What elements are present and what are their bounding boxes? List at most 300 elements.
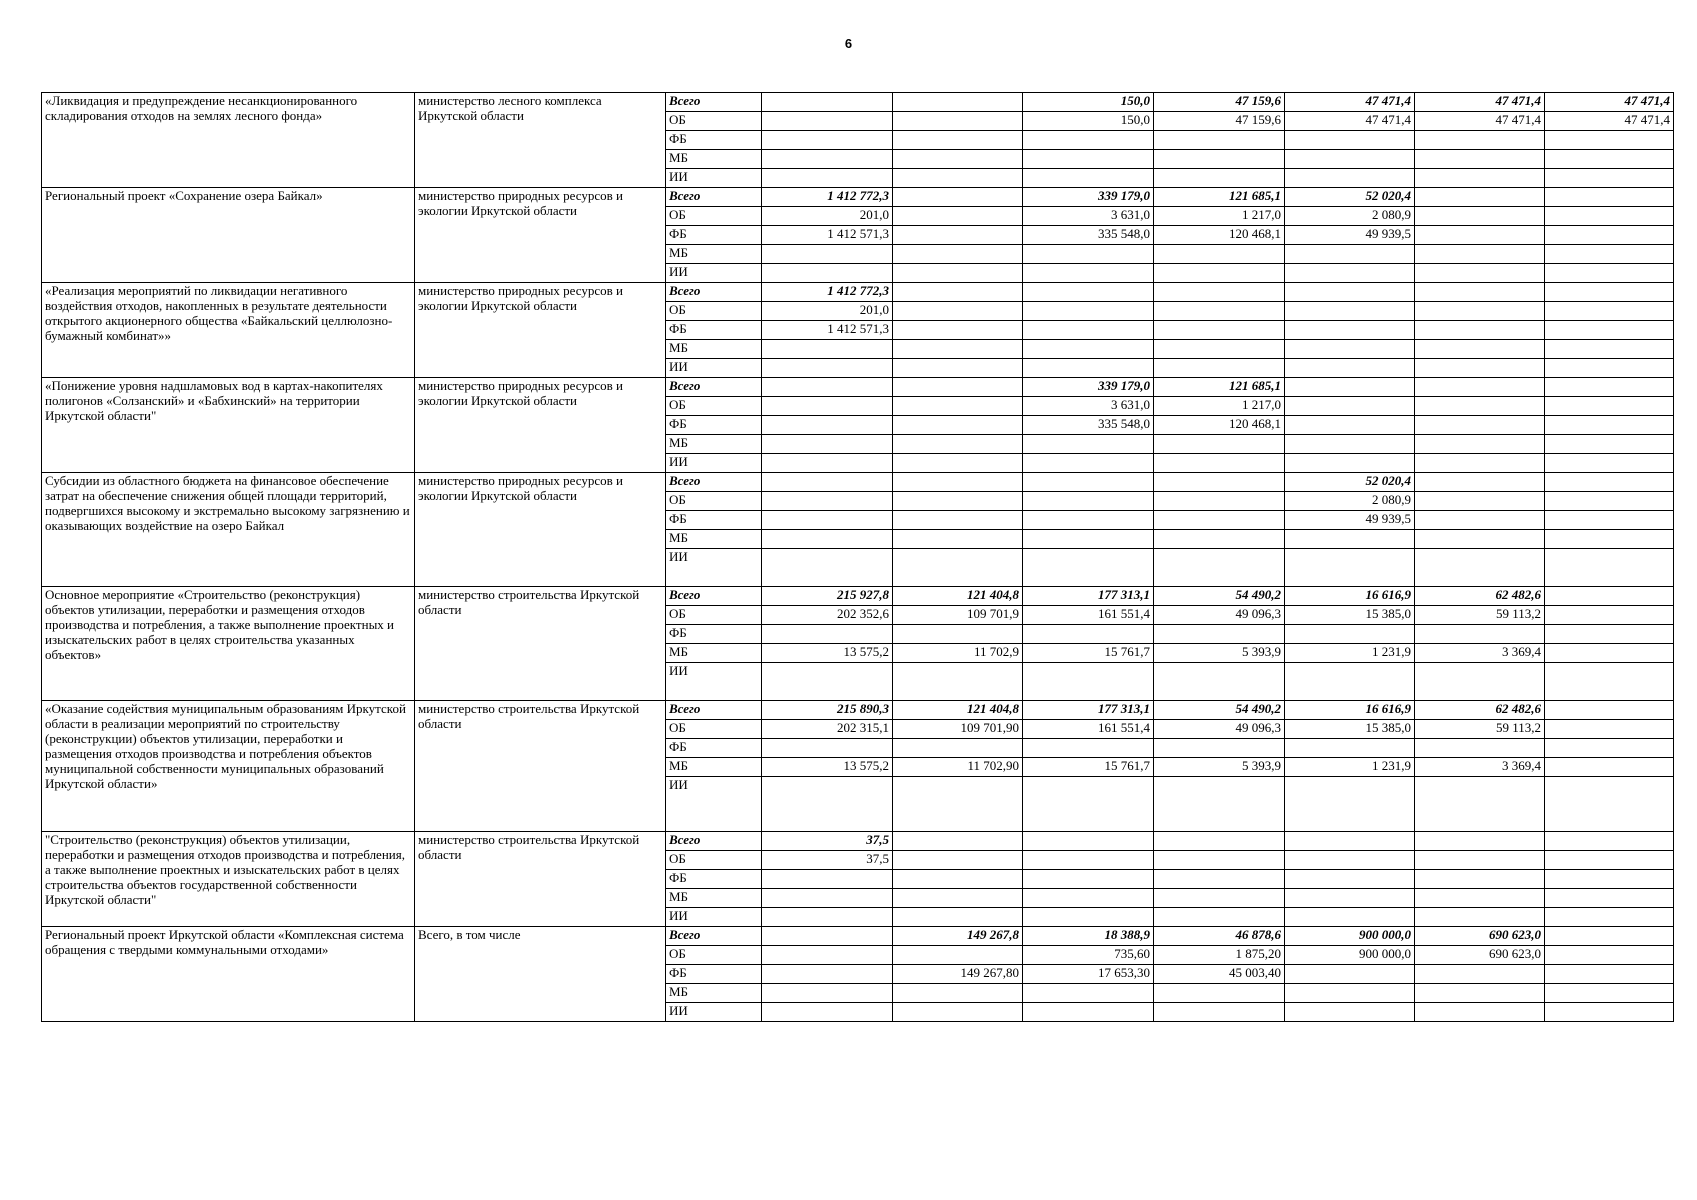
amount-cell <box>1415 870 1545 889</box>
amount-cell <box>1285 397 1415 416</box>
amount-cell <box>1285 416 1415 435</box>
amount-cell <box>1285 454 1415 473</box>
amount-cell <box>893 870 1023 889</box>
amount-cell <box>1285 321 1415 340</box>
amount-cell: 47 471,4 <box>1285 93 1415 112</box>
amount-cell <box>893 283 1023 302</box>
amount-cell <box>762 777 893 832</box>
funding-source-cell: Всего <box>666 283 762 302</box>
amount-cell <box>893 169 1023 188</box>
amount-cell <box>893 93 1023 112</box>
amount-cell: 62 482,6 <box>1415 701 1545 720</box>
amount-cell <box>1415 1003 1545 1022</box>
executor-cell: министерство лесного комплекса Иркутской области <box>415 93 666 188</box>
amount-cell: 120 468,1 <box>1154 416 1285 435</box>
amount-cell <box>1545 663 1674 701</box>
amount-cell <box>1154 889 1285 908</box>
amount-cell <box>1285 739 1415 758</box>
amount-cell <box>1285 984 1415 1003</box>
amount-cell <box>762 946 893 965</box>
amount-cell <box>893 832 1023 851</box>
table-row <box>42 587 1674 606</box>
executor-cell: министерство строительства Иркутской области <box>415 832 666 927</box>
amount-cell: 109 701,9 <box>893 606 1023 625</box>
funding-source-cell: ИИ <box>666 663 762 701</box>
funding-source-cell: Всего <box>666 473 762 492</box>
amount-cell: 161 551,4 <box>1023 606 1154 625</box>
amount-cell: 177 313,1 <box>1023 701 1154 720</box>
amount-cell <box>893 435 1023 454</box>
amount-cell: 149 267,8 <box>893 927 1023 946</box>
amount-cell <box>1023 473 1154 492</box>
table-row <box>42 701 1674 720</box>
amount-cell: 2 080,9 <box>1285 492 1415 511</box>
funding-source-cell: ИИ <box>666 454 762 473</box>
amount-cell <box>1545 739 1674 758</box>
amount-cell <box>1545 359 1674 378</box>
amount-cell <box>1285 283 1415 302</box>
amount-cell <box>893 492 1023 511</box>
measure-name-cell: Основное мероприятие «Строительство (реконструкция) объектов утилизации, переработки и размещения отходов производства и потребления, а также выполнение проектных и изыскательских работ в целях строительства указанных объектов» <box>42 587 415 701</box>
amount-cell <box>762 473 893 492</box>
amount-cell <box>762 984 893 1003</box>
amount-cell: 52 020,4 <box>1285 188 1415 207</box>
amount-cell: 202 315,1 <box>762 720 893 739</box>
funding-source-cell: ФБ <box>666 131 762 150</box>
funding-source-cell: Всего <box>666 188 762 207</box>
amount-cell <box>1545 378 1674 397</box>
funding-source-cell: МБ <box>666 758 762 777</box>
funding-source-cell: ФБ <box>666 625 762 644</box>
amount-cell <box>762 663 893 701</box>
amount-cell <box>1415 530 1545 549</box>
amount-cell <box>893 112 1023 131</box>
amount-cell: 339 179,0 <box>1023 188 1154 207</box>
amount-cell <box>893 473 1023 492</box>
amount-cell <box>1023 131 1154 150</box>
table-row <box>42 473 1674 492</box>
amount-cell: 1 231,9 <box>1285 644 1415 663</box>
amount-cell <box>1285 965 1415 984</box>
amount-cell <box>1285 302 1415 321</box>
amount-cell <box>762 549 893 587</box>
amount-cell <box>1154 492 1285 511</box>
amount-cell <box>1154 870 1285 889</box>
amount-cell <box>1154 169 1285 188</box>
funding-source-cell: Всего <box>666 93 762 112</box>
amount-cell: 15 385,0 <box>1285 720 1415 739</box>
amount-cell: 1 412 571,3 <box>762 226 893 245</box>
amount-cell <box>1545 927 1674 946</box>
amount-cell <box>1415 264 1545 283</box>
amount-cell: 47 471,4 <box>1415 93 1545 112</box>
funding-source-cell: ФБ <box>666 965 762 984</box>
amount-cell <box>1154 1003 1285 1022</box>
amount-cell <box>1154 739 1285 758</box>
amount-cell <box>1154 435 1285 454</box>
amount-cell <box>1154 454 1285 473</box>
amount-cell: 215 927,8 <box>762 587 893 606</box>
amount-cell: 37,5 <box>762 851 893 870</box>
amount-cell <box>1285 777 1415 832</box>
amount-cell <box>1023 625 1154 644</box>
executor-cell: министерство природных ресурсов и экологии Иркутской области <box>415 188 666 283</box>
amount-cell <box>893 207 1023 226</box>
amount-cell <box>1023 851 1154 870</box>
amount-cell <box>1023 454 1154 473</box>
amount-cell: 15 761,7 <box>1023 644 1154 663</box>
amount-cell <box>1415 965 1545 984</box>
amount-cell: 2 080,9 <box>1285 207 1415 226</box>
amount-cell <box>1545 264 1674 283</box>
amount-cell <box>1415 549 1545 587</box>
amount-cell <box>1285 908 1415 927</box>
funding-source-cell: Всего <box>666 832 762 851</box>
amount-cell <box>1023 549 1154 587</box>
amount-cell <box>1285 549 1415 587</box>
funding-source-cell: ФБ <box>666 226 762 245</box>
amount-cell: 11 702,9 <box>893 644 1023 663</box>
amount-cell <box>1023 283 1154 302</box>
amount-cell <box>1415 663 1545 701</box>
amount-cell <box>1415 908 1545 927</box>
amount-cell <box>893 340 1023 359</box>
funding-source-cell: ИИ <box>666 169 762 188</box>
amount-cell <box>893 397 1023 416</box>
amount-cell <box>1023 340 1154 359</box>
amount-cell <box>1415 416 1545 435</box>
amount-cell: 5 393,9 <box>1154 758 1285 777</box>
amount-cell <box>893 150 1023 169</box>
amount-cell <box>762 169 893 188</box>
amount-cell <box>893 851 1023 870</box>
executor-cell: министерство природных ресурсов и экологии Иркутской области <box>415 283 666 378</box>
amount-cell: 121 685,1 <box>1154 188 1285 207</box>
funding-source-cell: МБ <box>666 889 762 908</box>
amount-cell <box>1545 511 1674 530</box>
amount-cell: 1 217,0 <box>1154 207 1285 226</box>
amount-cell <box>1545 777 1674 832</box>
amount-cell <box>1285 625 1415 644</box>
amount-cell <box>1545 188 1674 207</box>
amount-cell <box>1415 625 1545 644</box>
funding-source-cell: ИИ <box>666 908 762 927</box>
measure-name-cell: «Понижение уровня надшламовых вод в картах-накопителях полигонов «Солзанский» и «Бабхинский» на территории Иркутской области" <box>42 378 415 473</box>
amount-cell <box>893 1003 1023 1022</box>
funding-source-cell: ИИ <box>666 359 762 378</box>
amount-cell: 15 385,0 <box>1285 606 1415 625</box>
amount-cell <box>762 359 893 378</box>
funding-source-cell: Всего <box>666 378 762 397</box>
amount-cell <box>1285 435 1415 454</box>
amount-cell <box>893 245 1023 264</box>
amount-cell <box>1023 321 1154 340</box>
amount-cell <box>1545 720 1674 739</box>
funding-source-cell: ФБ <box>666 511 762 530</box>
amount-cell: 5 393,9 <box>1154 644 1285 663</box>
amount-cell: 1 231,9 <box>1285 758 1415 777</box>
table-row <box>42 283 1674 302</box>
amount-cell <box>1545 965 1674 984</box>
amount-cell <box>1415 511 1545 530</box>
amount-cell <box>762 530 893 549</box>
amount-cell <box>1415 340 1545 359</box>
amount-cell <box>893 777 1023 832</box>
amount-cell <box>1023 530 1154 549</box>
amount-cell <box>1415 131 1545 150</box>
amount-cell: 150,0 <box>1023 112 1154 131</box>
funding-source-cell: ОБ <box>666 720 762 739</box>
amount-cell: 1 875,20 <box>1154 946 1285 965</box>
amount-cell <box>1545 587 1674 606</box>
amount-cell <box>1545 644 1674 663</box>
amount-cell <box>762 435 893 454</box>
amount-cell: 46 878,6 <box>1154 927 1285 946</box>
amount-cell <box>1545 150 1674 169</box>
amount-cell: 17 653,30 <box>1023 965 1154 984</box>
amount-cell <box>1154 283 1285 302</box>
amount-cell: 54 490,2 <box>1154 701 1285 720</box>
funding-source-cell: МБ <box>666 245 762 264</box>
funding-source-cell: ИИ <box>666 777 762 832</box>
amount-cell: 37,5 <box>762 832 893 851</box>
amount-cell: 11 702,90 <box>893 758 1023 777</box>
measure-name-cell: "Строительство (реконструкция) объектов утилизации, переработки и размещения отходов производства и потребления, а также выполнение проектных и изыскательских работ в целях строительства объектов государственной собственности Иркутской области" <box>42 832 415 927</box>
amount-cell <box>1285 245 1415 264</box>
amount-cell: 47 471,4 <box>1415 112 1545 131</box>
amount-cell <box>1023 984 1154 1003</box>
amount-cell <box>1154 302 1285 321</box>
funding-source-cell: МБ <box>666 530 762 549</box>
amount-cell: 47 159,6 <box>1154 93 1285 112</box>
amount-cell <box>1285 889 1415 908</box>
amount-cell: 18 388,9 <box>1023 927 1154 946</box>
amount-cell <box>893 226 1023 245</box>
amount-cell <box>893 908 1023 927</box>
amount-cell <box>1545 245 1674 264</box>
amount-cell <box>1023 302 1154 321</box>
amount-cell: 1 217,0 <box>1154 397 1285 416</box>
amount-cell <box>1023 511 1154 530</box>
amount-cell <box>762 454 893 473</box>
amount-cell: 900 000,0 <box>1285 927 1415 946</box>
amount-cell <box>1154 530 1285 549</box>
funding-source-cell: ФБ <box>666 416 762 435</box>
amount-cell <box>1154 851 1285 870</box>
amount-cell <box>1545 416 1674 435</box>
amount-cell <box>1545 530 1674 549</box>
funding-source-cell: ОБ <box>666 492 762 511</box>
amount-cell <box>1545 549 1674 587</box>
amount-cell: 1 412 571,3 <box>762 321 893 340</box>
amount-cell <box>893 889 1023 908</box>
amount-cell <box>1023 777 1154 832</box>
funding-source-cell: МБ <box>666 644 762 663</box>
amount-cell: 15 761,7 <box>1023 758 1154 777</box>
measure-name-cell: «Ликвидация и предупреждение несанкционированного складирования отходов на землях лесного фонда» <box>42 93 415 188</box>
amount-cell <box>1023 492 1154 511</box>
amount-cell: 47 471,4 <box>1545 93 1674 112</box>
amount-cell <box>1545 701 1674 720</box>
funding-source-cell: ИИ <box>666 264 762 283</box>
measure-name-cell: «Оказание содействия муниципальным образованиям Иркутской области в реализации мероприятий по строительству (реконструкции) объектов утилизации, переработки и размещения отходов производства и потребления объектов муниципальной собственности муниципальных образований Иркутской области» <box>42 701 415 832</box>
amount-cell: 47 471,4 <box>1545 112 1674 131</box>
amount-cell <box>762 965 893 984</box>
amount-cell <box>1285 150 1415 169</box>
funding-source-cell: ФБ <box>666 321 762 340</box>
amount-cell <box>762 889 893 908</box>
amount-cell <box>1285 378 1415 397</box>
amount-cell <box>1415 150 1545 169</box>
amount-cell: 3 631,0 <box>1023 207 1154 226</box>
amount-cell: 59 113,2 <box>1415 720 1545 739</box>
amount-cell <box>1545 302 1674 321</box>
amount-cell <box>1545 758 1674 777</box>
amount-cell: 47 471,4 <box>1285 112 1415 131</box>
amount-cell <box>762 1003 893 1022</box>
amount-cell: 3 369,4 <box>1415 644 1545 663</box>
amount-cell <box>762 93 893 112</box>
executor-cell: министерство строительства Иркутской области <box>415 587 666 701</box>
amount-cell: 3 369,4 <box>1415 758 1545 777</box>
measure-name-cell: Региональный проект Иркутской области «Комплексная система обращения с твердыми коммунальными отходами» <box>42 927 415 1022</box>
amount-cell <box>762 112 893 131</box>
amount-cell <box>1285 870 1415 889</box>
amount-cell <box>1545 397 1674 416</box>
amount-cell <box>1023 1003 1154 1022</box>
amount-cell <box>1415 492 1545 511</box>
amount-cell: 49 939,5 <box>1285 226 1415 245</box>
amount-cell: 13 575,2 <box>762 758 893 777</box>
amount-cell <box>1545 340 1674 359</box>
amount-cell <box>1415 473 1545 492</box>
amount-cell: 121 685,1 <box>1154 378 1285 397</box>
amount-cell: 52 020,4 <box>1285 473 1415 492</box>
amount-cell: 335 548,0 <box>1023 226 1154 245</box>
amount-cell <box>1023 908 1154 927</box>
amount-cell <box>1154 908 1285 927</box>
amount-cell <box>762 739 893 758</box>
amount-cell <box>893 131 1023 150</box>
amount-cell <box>1415 188 1545 207</box>
amount-cell: 900 000,0 <box>1285 946 1415 965</box>
table-body <box>42 93 1674 1022</box>
amount-cell <box>1415 851 1545 870</box>
amount-cell <box>762 245 893 264</box>
funding-source-cell: МБ <box>666 984 762 1003</box>
amount-cell <box>1415 169 1545 188</box>
amount-cell <box>1415 378 1545 397</box>
amount-cell <box>762 397 893 416</box>
executor-cell: министерство природных ресурсов и экологии Иркутской области <box>415 473 666 587</box>
amount-cell <box>1415 302 1545 321</box>
funding-source-cell: ОБ <box>666 207 762 226</box>
funding-source-cell: ОБ <box>666 112 762 131</box>
amount-cell <box>1154 321 1285 340</box>
amount-cell <box>1023 169 1154 188</box>
amount-cell <box>1415 889 1545 908</box>
amount-cell <box>1415 359 1545 378</box>
amount-cell <box>893 302 1023 321</box>
amount-cell: 690 623,0 <box>1415 946 1545 965</box>
amount-cell <box>1154 359 1285 378</box>
amount-cell: 3 631,0 <box>1023 397 1154 416</box>
funding-source-cell: МБ <box>666 435 762 454</box>
amount-cell: 177 313,1 <box>1023 587 1154 606</box>
amount-cell <box>1415 777 1545 832</box>
amount-cell <box>1545 870 1674 889</box>
amount-cell <box>762 416 893 435</box>
funding-source-cell: ОБ <box>666 606 762 625</box>
amount-cell <box>1023 264 1154 283</box>
amount-cell <box>1545 984 1674 1003</box>
amount-cell <box>893 549 1023 587</box>
funding-source-cell: Всего <box>666 587 762 606</box>
amount-cell: 16 616,9 <box>1285 701 1415 720</box>
amount-cell: 201,0 <box>762 207 893 226</box>
amount-cell <box>893 359 1023 378</box>
amount-cell <box>1154 264 1285 283</box>
amount-cell: 62 482,6 <box>1415 587 1545 606</box>
amount-cell <box>1285 832 1415 851</box>
amount-cell <box>1285 663 1415 701</box>
funding-source-cell: ОБ <box>666 397 762 416</box>
amount-cell <box>1545 625 1674 644</box>
amount-cell <box>762 264 893 283</box>
amount-cell <box>1545 169 1674 188</box>
amount-cell <box>893 625 1023 644</box>
amount-cell <box>762 378 893 397</box>
amount-cell <box>762 492 893 511</box>
funding-source-cell: ФБ <box>666 739 762 758</box>
amount-cell: 202 352,6 <box>762 606 893 625</box>
amount-cell <box>1415 984 1545 1003</box>
amount-cell <box>1154 549 1285 587</box>
amount-cell <box>1154 663 1285 701</box>
amount-cell: 59 113,2 <box>1415 606 1545 625</box>
amount-cell <box>1285 530 1415 549</box>
amount-cell: 215 890,3 <box>762 701 893 720</box>
amount-cell <box>1415 245 1545 264</box>
amount-cell <box>1285 264 1415 283</box>
amount-cell <box>762 150 893 169</box>
amount-cell <box>1545 889 1674 908</box>
table-row <box>42 188 1674 207</box>
amount-cell <box>1154 340 1285 359</box>
amount-cell: 335 548,0 <box>1023 416 1154 435</box>
amount-cell <box>1545 606 1674 625</box>
amount-cell <box>1154 777 1285 832</box>
amount-cell <box>1285 340 1415 359</box>
amount-cell: 1 412 772,3 <box>762 283 893 302</box>
amount-cell <box>1285 851 1415 870</box>
amount-cell: 13 575,2 <box>762 644 893 663</box>
amount-cell: 339 179,0 <box>1023 378 1154 397</box>
amount-cell <box>893 188 1023 207</box>
amount-cell <box>893 378 1023 397</box>
amount-cell: 201,0 <box>762 302 893 321</box>
amount-cell <box>893 264 1023 283</box>
amount-cell <box>762 625 893 644</box>
amount-cell <box>1154 473 1285 492</box>
amount-cell: 150,0 <box>1023 93 1154 112</box>
amount-cell <box>1154 150 1285 169</box>
amount-cell: 49 096,3 <box>1154 720 1285 739</box>
amount-cell <box>1154 245 1285 264</box>
amount-cell: 120 468,1 <box>1154 226 1285 245</box>
budget-table <box>41 92 1674 1022</box>
funding-source-cell: ИИ <box>666 1003 762 1022</box>
